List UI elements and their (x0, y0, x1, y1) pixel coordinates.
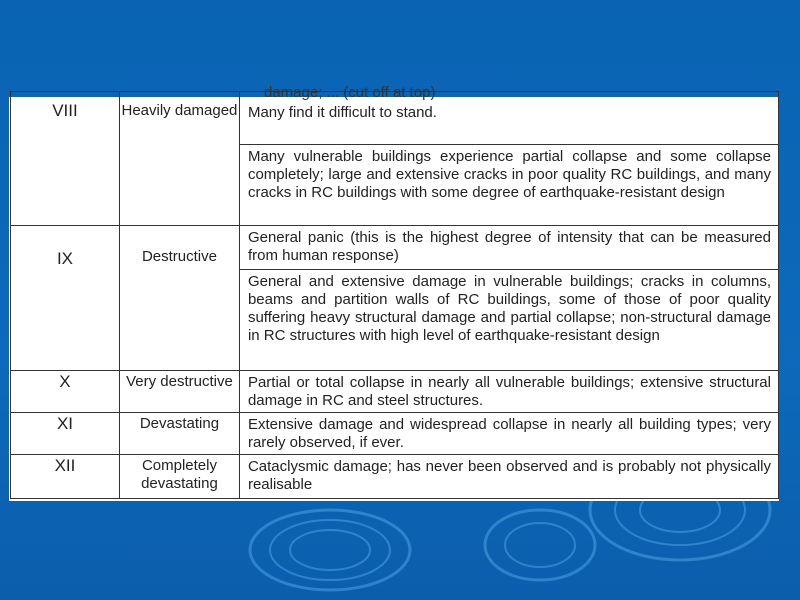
description-label: Devastating (139, 415, 220, 432)
swirl-ring (505, 523, 575, 567)
effect-text: Many vulnerable buildings experience partial collapse and some collapse completely; large and extensive cracks in poor quality RC buildings, and many cracks in RC buildings with some degree of earthquake-resistant design (247, 148, 771, 201)
description-cell (119, 92, 239, 226)
effect-text: Cataclysmic damage; has never been observed and is probably not physically realisable (247, 458, 771, 493)
grade-cell (11, 226, 120, 371)
table-row (11, 455, 779, 499)
effect-text: Extensive damage and widespread collapse in nearly all building types; very rarely observed, if ever. (247, 416, 771, 451)
table-row (11, 226, 779, 270)
swirl-ring (290, 530, 370, 570)
swirl-ring (250, 510, 410, 590)
grade-cell (11, 92, 120, 226)
grade-label: IX (56, 249, 73, 268)
grade-label: VIII (52, 101, 78, 120)
grade-cell (11, 413, 120, 455)
grade-cell (11, 371, 120, 413)
description-cell (119, 455, 239, 499)
description-label: Completely devastating (141, 457, 218, 492)
effect-text: Partial or total collapse in nearly all vulnerable buildings; extensive structural damage in RC and steel structures. (247, 374, 771, 409)
grade-label: XI (56, 414, 73, 433)
effect-cell (239, 455, 778, 499)
description-label: Destructive (141, 248, 217, 265)
truncated-top-text: damage; ... (cut off at top) (264, 84, 436, 101)
building-effect-cell (239, 145, 778, 226)
description-cell (119, 413, 239, 455)
description-cell (119, 371, 239, 413)
swirl-ring (485, 510, 595, 580)
grade-label: XII (54, 456, 76, 475)
effect-text: General and extensive damage in vulnerable buildings; cracks in columns, beams and partition walls of RC buildings, some of those of poor quality suffering heavy structural damage and partial collapse; non-structural damage in RC structures with high level of earthquake-resistant design (247, 273, 771, 344)
table-row (11, 371, 779, 413)
description-label: Heavily damaged (121, 102, 238, 119)
grade-label: X (59, 372, 71, 391)
human-effect-cell (239, 226, 778, 270)
effect-text: Many find it difficult to stand. (247, 104, 437, 121)
description-label: Very destructive (126, 373, 233, 390)
effect-cell (239, 371, 778, 413)
table-row (11, 413, 779, 455)
effect-cell (239, 413, 778, 455)
building-effect-cell (239, 270, 778, 371)
grade-cell (11, 455, 120, 499)
description-cell (119, 226, 239, 371)
intensity-scale-table (10, 91, 779, 499)
intensity-table-frame (9, 84, 779, 501)
effect-text: General panic (this is the highest degree of intensity that can be measured from human response) (247, 229, 771, 264)
